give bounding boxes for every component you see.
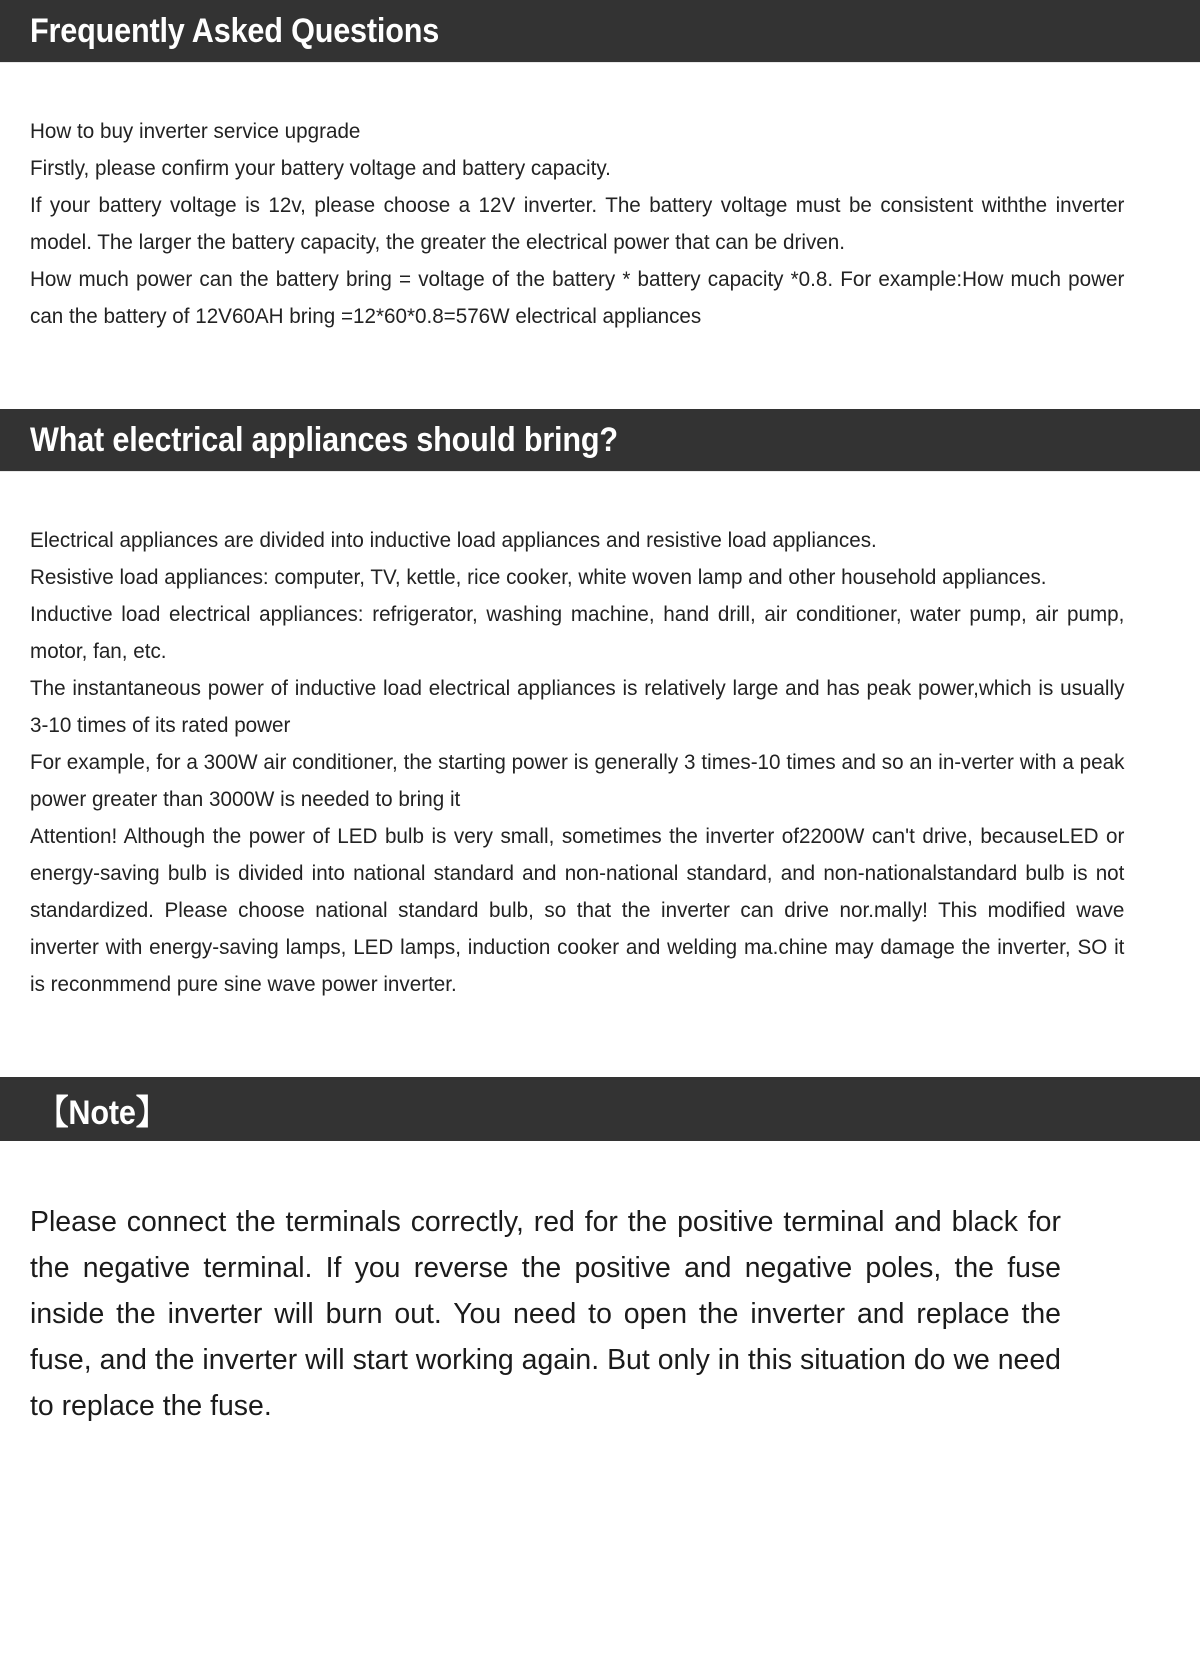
section-header-faq-title: Frequently Asked Questions [30,11,440,50]
appliances-line-1: Electrical appliances are divided into inductive load appliances and resistive load appliances. [30,528,877,552]
appliances-line-2: Resistive load appliances: computer, TV, kettle, rice cooker, white woven lamp and other household appliances. [30,565,1047,589]
appliances-line-4: The instantaneous power of inductive load electrical appliances is relatively large and has peak power,which is usually 3-10 times of its rated power [30,676,1125,737]
note-paragraph: Please connect the terminals correctly, red for the positive terminal and black for the negative terminal. If you reverse the positive and negative poles, the fuse inside the inverter will burn out. You need to open the inverter and replace the fuse, and the inverter will start working again. But only in this situation do we need to replace the fuse. [30,1206,1061,1422]
spacer-after-faq-header [0,63,1200,113]
section-header-appliances [0,409,1200,471]
note-body [0,1199,1200,1429]
faq-body [0,113,1200,335]
faq-line-2: Firstly, please confirm your battery voltage and battery capacity. [30,156,611,180]
appliances-line-5: For example, for a 300W air conditioner, the starting power is generally 3 times-10 times and so an in-verter with a peak power greater than 3000W is needed to bring it [30,750,1125,811]
spacer-before-appliances-header [0,335,1200,409]
spacer-after-appliances-header [0,472,1200,522]
section-header-note-title: 【Note】 [38,1093,167,1132]
section-header-note [0,1077,1200,1141]
appliances-line-3: Inductive load electrical appliances: refrigerator, washing machine, hand drill, air conditioner, water pump, air pump, motor, fan, etc. [30,602,1125,663]
spacer-before-note-header [0,1003,1200,1077]
faq-line-1: How to buy inverter service upgrade [30,119,361,143]
spacer-after-note-header [0,1141,1200,1199]
section-header-appliances-title: What electrical appliances should bring? [30,420,618,459]
appliances-line-6: Attention! Although the power of LED bulb is very small, sometimes the inverter of2200W can't drive, becauseLED or energy-saving bulb is divided into national standard and non-national standard, and non-nationalstandard bulb is not standardized. Please choose national standard bulb, so that the inverter can drive nor.mally! This modified wave inverter with energy-saving lamps, LED lamps, induction cooker and welding ma.chine may damage the inverter, SO it is reconmmend pure sine wave power inverter. [30,824,1125,996]
appliances-body [0,522,1200,1003]
faq-line-4: How much power can the battery bring = voltage of the battery * battery capacity *0.8. For example:How much power can the battery of 12V60AH bring =12*60*0.8=576W electrical appliances [30,267,1125,328]
faq-line-3: If your battery voltage is 12v, please choose a 12V inverter. The battery voltage must be consistent withthe inverter model. The larger the battery capacity, the greater the electrical power that can be driven. [30,193,1125,254]
section-header-faq [0,0,1200,62]
